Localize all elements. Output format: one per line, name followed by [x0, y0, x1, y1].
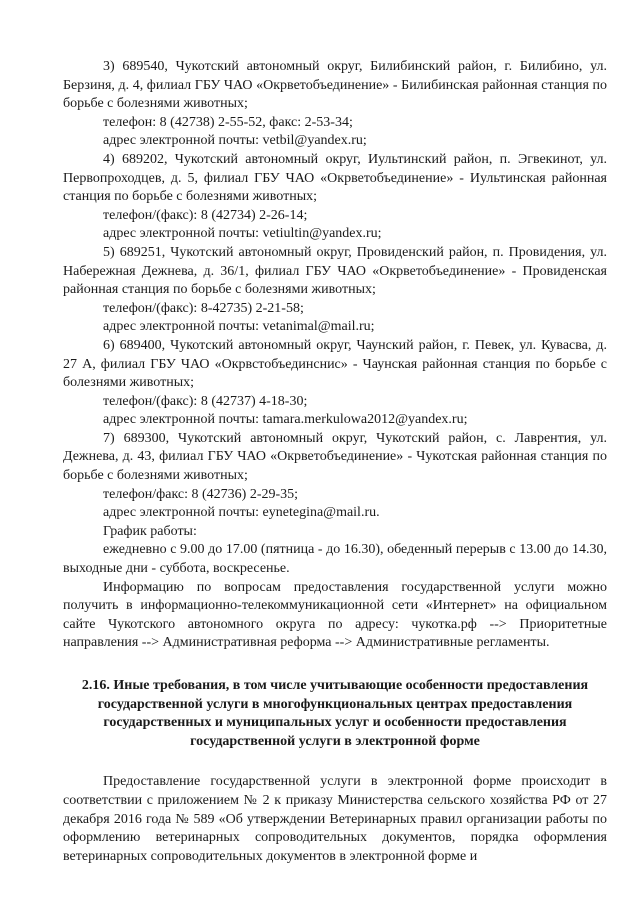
branch-3-address: 3) 689540, Чукотский автономный округ, Билибинский район, г. Билибино, ул. Берзиня, д. 4, филиал ГБУ ЧАО «Окрветобъединение» - Билибинская районная станция по борьбе с болезнями животных;: [63, 59, 607, 112]
branch-6-email: адрес электронной почты: tamara.merkulowa2012@yandex.ru;: [103, 412, 468, 428]
branch-7-address: 7) 689300, Чукотский автономный округ, Чукотский район, с. Лаврентия, ул. Дежнева, д. 43, филиал ГБУ ЧАО «Окрветобъединение» - Чукотская районная станция по борьбе с болезнями животных;: [63, 430, 607, 484]
branch-7-phone: телефон/факс: 8 (42736) 2-29-35;: [103, 486, 299, 502]
branch-5-email: адрес электронной почты: vetanimal@mail.ru;: [103, 319, 375, 335]
branch-3-email: адрес электронной почты: vetbil@yandex.ru;: [103, 133, 367, 149]
branch-6-address: 6) 689400, Чукотский автономный округ, Чаунский район, г. Певек, ул. Кувасва, д. 27 А, филиал ГБУ ЧАО «Окрвстобъединснис» - Чаунская районная станция по борьбе с болезнями животных;: [63, 337, 607, 391]
branch-5-phone: телефон/(факс): 8-42735) 2-21-58;: [103, 300, 304, 316]
branch-6-phone: телефон/(факс): 8 (42737) 4-18-30;: [103, 393, 308, 409]
branch-4-email: адрес электронной почты: vetiultin@yandex.ru;: [103, 226, 382, 242]
branch-4-phone: телефон/(факс): 8 (42734) 2-26-14;: [103, 207, 308, 223]
section-heading: [63, 677, 607, 751]
electronic-form-paragraph: Предоставление государственной услуги в электронной форме происходит в соответствии с приложением № 2 к приказу Министерства сельского хозяйства РФ от 27 декабря 2016 года № 589 «Об утверждении Ветеринарных правил организации работы по оформлению ветеринарных сопроводительных документов, порядка оформления ветеринарных сопроводительных документов в электронной форме и: [63, 774, 607, 864]
schedule-text: ежедневно с 9.00 до 17.00 (пятница - до 16.30), обеденный перерыв с 13.00 до 14.30, выходные дни - суббота, воскресенье.: [63, 542, 607, 577]
branch-3-phone: телефон: 8 (42738) 2-55-52, факс: 2-53-34;: [103, 114, 353, 130]
section-heading-line-1: 2.16. Иные требования, в том числе учитывающие особенности предоставления: [81, 678, 589, 693]
section-heading-line-2: государственной услуги в многофункциональных центрах предоставления: [97, 696, 573, 712]
branch-4-address: 4) 689202, Чукотский автономный округ, Иультинский район, п. Эгвекинот, ул. Первопроходцев, д. 5, филиал ГБУ ЧАО «Окрветобъединение» - Иультинская районная станция по борьбе с болезнями животных;: [63, 151, 607, 205]
section-heading-line-4: государственной услуги в электронной форме: [190, 733, 480, 749]
schedule-label: График работы:: [103, 523, 197, 539]
section-heading-line-3: государственных и муниципальных услуг и особенности предоставления: [103, 715, 567, 731]
branch-5-address: 5) 689251, Чукотский автономный округ, Провиденский район, п. Провидения, ул. Набережная Дежнева, д. 36/1, филиал ГБУ ЧАО «Окрветобъединение» - Провиденская районная станция по борьбе с болезнями животных;: [63, 244, 607, 298]
internet-info-paragraph: Информацию по вопросам предоставления государственной услуги можно получить в информационно-телекоммуникационной сети «Интернет» на официальном сайте Чукотского автономного округа по адресу: чукотка.рф --> Приоритетные направления --> Административная реформа --> Административные регламенты.: [63, 579, 607, 651]
branch-7-email: адрес электронной почты: eynetegina@mail.ru.: [103, 505, 380, 521]
